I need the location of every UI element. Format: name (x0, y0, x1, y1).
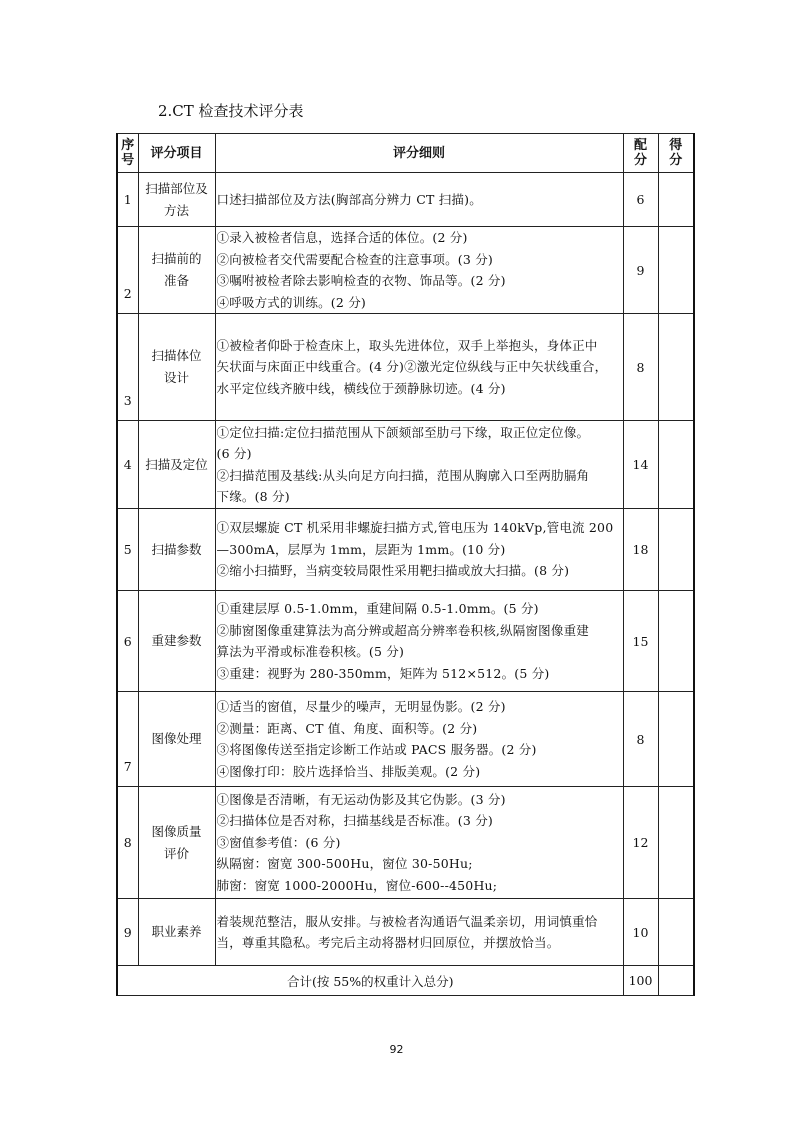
detail-line: ②测量：距离、CT 值、角度、面积等。(2 分) (216, 720, 478, 736)
header-points-text: 配分 (633, 138, 647, 168)
row-item (138, 173, 215, 227)
row-seq: 6 (117, 591, 138, 692)
row-item (138, 787, 215, 899)
row-score-cell[interactable] (658, 421, 694, 509)
row-points: 8 (623, 692, 658, 787)
detail-line: ④呼吸方式的训练。(2 分) (216, 294, 366, 310)
detail-line: ①定位扫描:定位扫描范围从下颌颏部至肋弓下缘，取正位定位像。 (216, 424, 590, 440)
detail-line: ②缩小扫描野，当病变较局限性采用靶扫描或放大扫描。(8 分) (216, 563, 570, 579)
detail-line: ②向被检者交代需要配合检查的注意事项。(3 分) (216, 251, 493, 267)
row-seq: 5 (117, 509, 138, 591)
table-row (117, 314, 694, 421)
detail-line: ①重建层厚 0.5-1.0mm，重建间隔 0.5-1.0mm。(5 分) (216, 601, 539, 616)
row-detail (215, 173, 623, 227)
row-points: 14 (623, 421, 658, 509)
row-points: 18 (623, 509, 658, 591)
row-seq: 3 (117, 314, 138, 421)
row-item (138, 899, 215, 966)
row-score-cell[interactable] (658, 314, 694, 421)
row-score-cell[interactable] (658, 899, 694, 966)
table-row (117, 173, 694, 227)
row-points: 12 (623, 787, 658, 899)
row-item (138, 227, 215, 314)
row-item (138, 509, 215, 591)
row-seq: 2 (117, 227, 138, 314)
detail-line: ③嘱咐被检者除去影响检查的衣物、饰品等。(2 分) (216, 273, 506, 288)
row-detail (215, 314, 623, 421)
row-item (138, 692, 215, 787)
item-line: 扫描体位 (151, 348, 202, 363)
header-points (623, 134, 658, 173)
total-points: 100 (623, 966, 658, 996)
table-row (117, 509, 694, 591)
total-row (117, 966, 694, 996)
row-seq: 7 (117, 692, 138, 787)
detail-line: —300mA，层厚为 1mm，层距为 1mm。(10 分) (216, 541, 506, 557)
header-score-text: 得分 (669, 138, 683, 168)
detail-line: ①被检者仰卧于检查床上，取头先进体位，双手上举抱头，身体正中 (216, 337, 598, 353)
item-line: 扫描及定位 (145, 456, 208, 472)
item-line: 设计 (163, 370, 189, 385)
row-score-cell[interactable] (658, 173, 694, 227)
item-line: 重建参数 (151, 633, 202, 648)
item-line: 扫描参数 (151, 541, 202, 557)
total-label: 合计(按 55%的权重计入总分) (117, 966, 623, 996)
detail-line: ①图像是否清晰，有无运动伪影及其它伪影。(3 分) (216, 791, 506, 807)
detail-line: ①适当的窗值，尽量少的噪声，无明显伪影。(2 分) (216, 699, 506, 714)
detail-line: ③将图像传送至指定诊断工作站或 PACS 服务器。(2 分) (216, 742, 537, 757)
item-line: 方法 (163, 202, 189, 218)
detail-line: ①双层螺旋 CT 机采用非螺旋扫描方式,管电压为 140kVp,管电流 200 (216, 520, 614, 536)
row-detail (215, 421, 623, 509)
row-score-cell[interactable] (658, 227, 694, 314)
row-seq: 8 (117, 787, 138, 899)
header-seq: 序号 (117, 134, 138, 173)
detail-line: 算法为平滑或标准卷积核。(5 分) (216, 644, 405, 659)
detail-line: ①录入被检者信息，选择合适的体位。(2 分) (216, 230, 468, 245)
detail-line: 矢状面与床面正中线重合。(4 分)②激光定位纵线与正中矢状线重合， (216, 359, 608, 375)
header-detail: 评分细则 (215, 134, 623, 173)
detail-line: 水平定位线齐腋中线，横线位于颈静脉切迹。(4 分) (216, 380, 506, 396)
row-points: 6 (623, 173, 658, 227)
detail-line: ②肺窗图像重建算法为高分辨或超高分辨率卷积核,纵隔窗图像重建 (216, 622, 589, 638)
header-item: 评分项目 (138, 134, 215, 173)
item-line: 图像质量 (151, 823, 202, 839)
item-line: 图像处理 (151, 731, 202, 746)
row-score-cell[interactable] (658, 509, 694, 591)
row-item (138, 421, 215, 509)
row-seq: 4 (117, 421, 138, 509)
row-seq: 9 (117, 899, 138, 966)
item-line: 准备 (163, 273, 189, 288)
detail-line: ④图像打印：胶片选择恰当、排版美观。(2 分) (216, 763, 481, 779)
detail-line: 纵隔窗：窗宽 300-500Hu，窗位 30-50Hu; (216, 856, 473, 872)
detail-line: (6 分) (216, 446, 252, 461)
row-score-cell[interactable] (658, 787, 694, 899)
row-item (138, 314, 215, 421)
row-detail (215, 787, 623, 899)
detail-line: 下缘。(8 分) (216, 489, 290, 504)
detail-line: ②扫描范围及基线:从头向足方向扫描，范围从胸廓入口至两肋膈角 (216, 467, 590, 483)
row-item (138, 591, 215, 692)
item-line: 扫描部位及 (145, 180, 208, 196)
table-row (117, 421, 694, 509)
row-score-cell[interactable] (658, 591, 694, 692)
detail-line: ③重建：视野为 280-350mm，矩阵为 512×512。(5 分) (216, 665, 550, 681)
table-row (117, 591, 694, 692)
detail-line: 肺窗：窗宽 1000-2000Hu，窗位-600--450Hu; (216, 877, 498, 893)
total-score-cell[interactable] (658, 966, 694, 996)
header-score (658, 134, 694, 173)
row-detail (215, 509, 623, 591)
detail-line: ②扫描体位是否对称，扫描基线是否标准。(3 分) (216, 813, 493, 829)
item-line: 职业素养 (151, 924, 202, 939)
detail-line: ③窗值参考值：(6 分) (216, 834, 341, 850)
table-row (117, 227, 694, 314)
item-line: 扫描前的 (151, 251, 202, 266)
page-number: 92 (389, 1043, 404, 1056)
table-row (117, 899, 694, 966)
row-score-cell[interactable] (658, 692, 694, 787)
item-line: 评价 (163, 845, 189, 861)
row-points: 8 (623, 314, 658, 421)
row-points: 15 (623, 591, 658, 692)
table-row (117, 787, 694, 899)
row-detail (215, 899, 623, 966)
detail-line: 着装规范整洁，服从安排。与被检者沟通语气温柔亲切，用词慎重恰 (216, 913, 598, 929)
row-points: 10 (623, 899, 658, 966)
table-title: 2.CT 检查技术评分表 (158, 102, 304, 120)
table-row (117, 692, 694, 787)
ct-scoring-table (116, 133, 695, 996)
table-header-row (117, 134, 694, 173)
row-seq: 1 (117, 173, 138, 227)
row-detail (215, 692, 623, 787)
detail-line: 当，尊重其隐私。考完后主动将器材归回原位，并摆放恰当。 (216, 935, 560, 950)
row-detail (215, 591, 623, 692)
detail-line: 口述扫描部位及方法(胸部高分辨力 CT 扫描)。 (216, 191, 482, 207)
row-detail (215, 227, 623, 314)
row-points: 9 (623, 227, 658, 314)
